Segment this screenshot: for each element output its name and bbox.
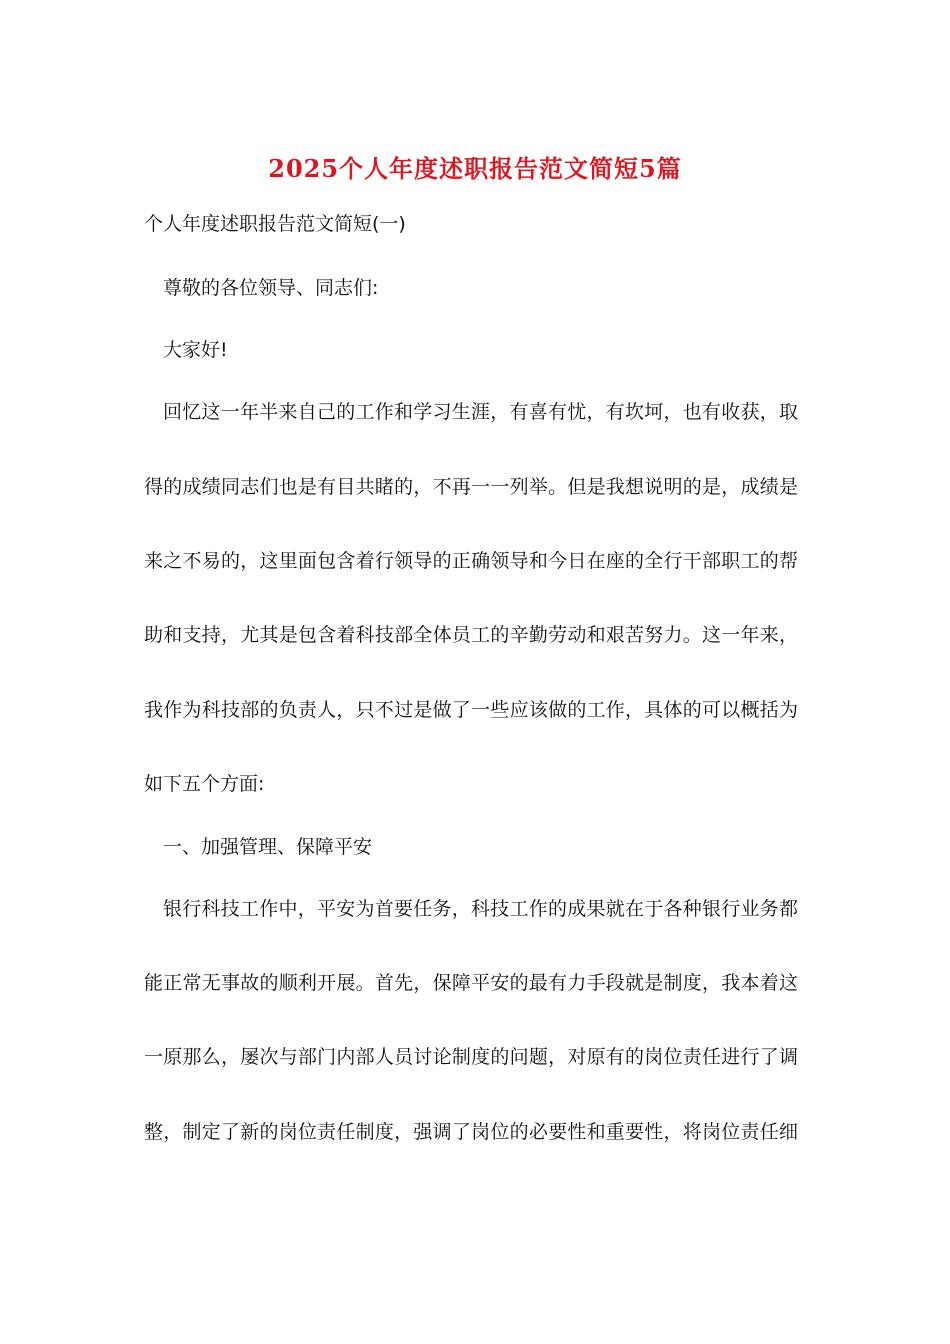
salutation: 尊敬的各位领导、同志们: bbox=[163, 277, 379, 299]
paragraph-line: 整，制定了新的岗位责任制度，强调了岗位的必要性和重要性，将岗位责任细 bbox=[144, 1121, 798, 1143]
paragraph-line: 助和支持，尤其是包含着科技部全体员工的辛勤劳动和艰苦努力。这一年来， bbox=[144, 624, 798, 646]
paragraph-line: 银行科技工作中，平安为首要任务，科技工作的成果就在于各种银行业务都 bbox=[163, 898, 798, 920]
paragraph-line: 得的成绩同志们也是有目共睹的，不再一一列举。但是我想说明的是，成绩是 bbox=[144, 476, 798, 498]
paragraph-line: 一原那么，屡次与部门内部人员讨论制度的问题，对原有的岗位责任进行了调 bbox=[144, 1046, 798, 1068]
paragraph-line: 我作为科技部的负责人，只不过是做了一些应该做的工作，具体的可以概括为 bbox=[144, 699, 798, 721]
section-heading: 个人年度述职报告范文简短(一) bbox=[144, 213, 406, 235]
subheading: 一、加强管理、保障平安 bbox=[163, 836, 373, 858]
paragraph-line: 回忆这一年半来自己的工作和学习生涯，有喜有忧，有坎坷，也有收获，取 bbox=[163, 401, 798, 423]
paragraph-line: 如下五个方面: bbox=[144, 773, 265, 795]
paragraph-line: 能正常无事故的顺利开展。首先，保障平安的最有力手段就是制度，我本着这 bbox=[144, 972, 798, 994]
greeting: 大家好! bbox=[163, 339, 228, 361]
document-title: 2025个人年度述职报告范文简短5篇 bbox=[268, 154, 682, 183]
paragraph-line: 来之不易的，这里面包含着行领导的正确领导和今日在座的全行干部职工的帮 bbox=[144, 550, 798, 572]
